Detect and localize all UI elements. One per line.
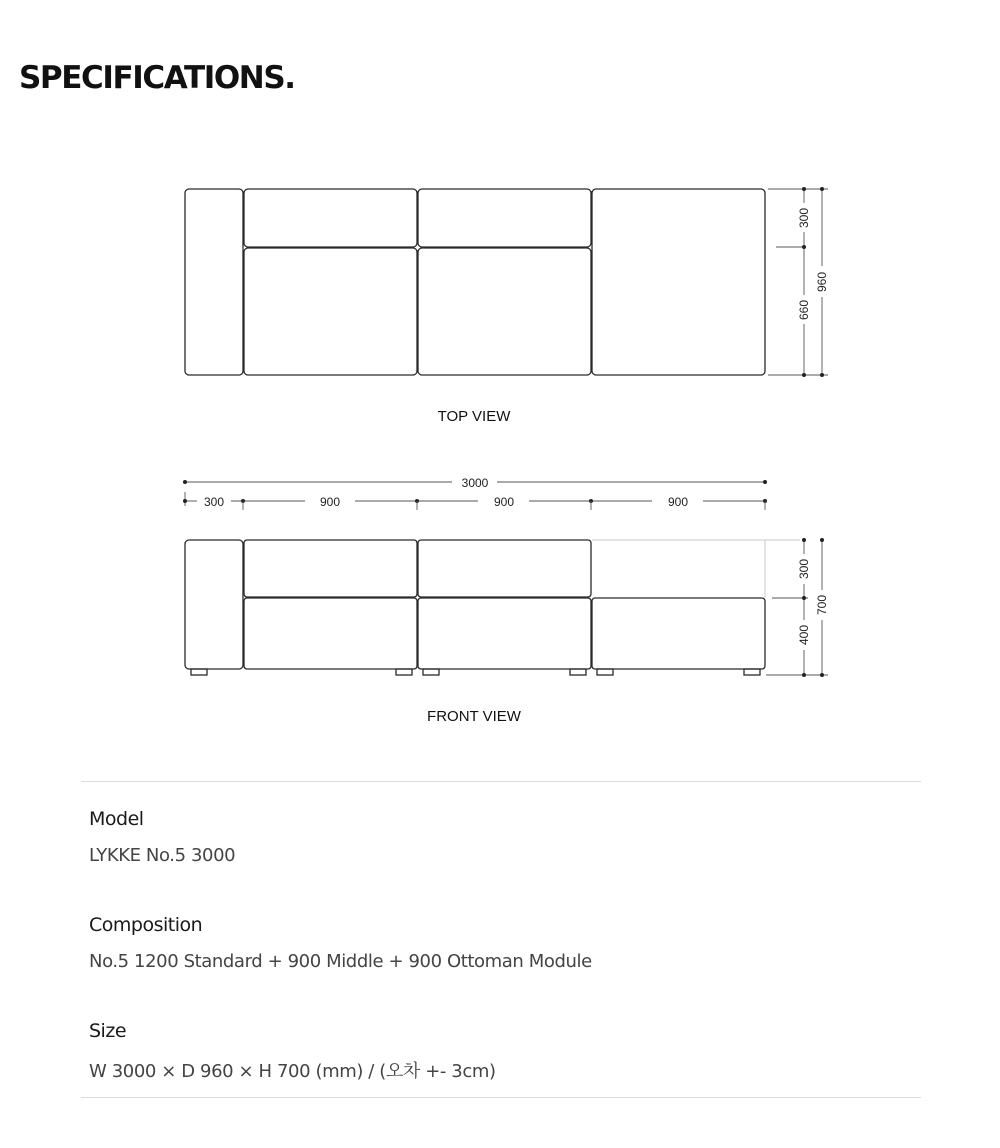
top-view-armrest: [185, 189, 243, 375]
front-view-ottoman: [592, 598, 765, 669]
front-module-width-2-label: 900: [493, 495, 515, 509]
model-value: LYKKE No.5 3000: [89, 845, 236, 866]
front-view-seat-2: [418, 598, 591, 669]
specifications-table: [81, 781, 921, 1098]
top-view-label: TOP VIEW: [437, 408, 511, 425]
front-view-drawing: [183, 306, 829, 725]
top-view-drawing: [185, 187, 829, 425]
front-view-backrest-1: [244, 540, 417, 597]
front-view-seat-1: [244, 598, 417, 669]
top-view-backrest-1: [244, 189, 417, 247]
top-seat-depth-label: 660: [797, 299, 811, 321]
front-total-height: [815, 538, 829, 677]
top-view-ottoman: [592, 189, 765, 375]
front-total-width-dimension: [183, 476, 767, 490]
front-view-backrest-2: [418, 540, 591, 597]
top-view-seat-1: [244, 248, 417, 375]
front-view-label: FRONT VIEW: [427, 708, 521, 725]
composition-label: Composition: [89, 914, 203, 936]
front-back-height-label: 300: [797, 558, 811, 580]
front-module-width-1-label: 900: [319, 495, 341, 509]
front-total-height-label: 700: [815, 594, 829, 616]
front-armrest-width-label: 300: [203, 495, 225, 509]
top-backrest-depth-label: 300: [797, 207, 811, 229]
front-module-width-3-label: 900: [667, 495, 689, 509]
composition-value: No.5 1200 Standard + 900 Middle + 900 Ottoman Module: [89, 951, 592, 972]
top-view-depth-dimensions: [797, 187, 811, 377]
front-view-armrest: [185, 540, 243, 669]
top-total-depth-label: 960: [815, 271, 829, 293]
size-value: W 3000 × D 960 × H 700 (mm) / (오차 +- 3cm): [89, 1061, 496, 1082]
front-height-dimensions: [797, 538, 811, 677]
top-view-seat-2: [418, 248, 591, 375]
top-view-total-depth: [815, 187, 829, 377]
top-view-backrest-2: [418, 189, 591, 247]
size-label: Size: [89, 1020, 127, 1042]
front-total-width-label: 3000: [461, 476, 489, 490]
front-view-legs: [191, 669, 760, 675]
page-title: SPECIFICATIONS.: [19, 60, 295, 96]
front-seat-height-label: 400: [797, 624, 811, 646]
model-label: Model: [89, 808, 144, 830]
